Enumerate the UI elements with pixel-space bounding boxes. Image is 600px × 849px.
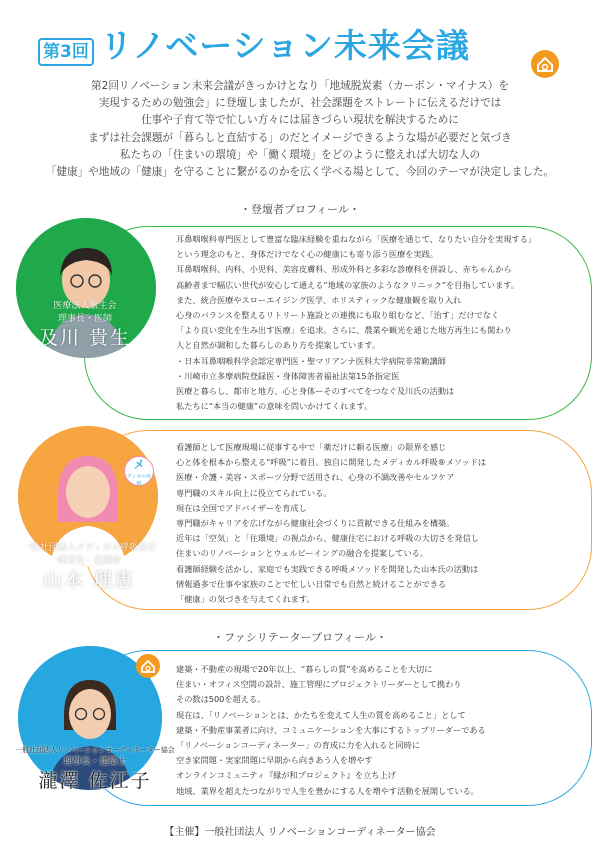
organizer-footer: 【主催】一般社団法人 リノベーションコーディネーター協会 (164, 827, 436, 838)
speaker-name-block-oikawa (20, 300, 150, 350)
bio-line: 「より良い変化を生み出す医療」を追求。さらに、農業や観光を通じた地方再生にも関わり (176, 325, 512, 336)
bio-line: 現在は、「リノベーションとは、かたちを変えて人生の質を高めること」として (176, 709, 466, 720)
intro-line: 「健康」や地域の「健康」を守ることに繋がるのかを広く学べる場として、今回のテーマが決定しました。 (45, 166, 555, 179)
intro-line: 私たちの「住まいの環境」や「働く環境」をどのように整えれば大切な人の (119, 148, 481, 161)
intro-paragraph (10, 78, 590, 181)
facilitator-org: 一般社団法人リノベーションコーディネーター協会 (15, 746, 175, 754)
house-logo-small-icon (136, 654, 160, 678)
intro-line: 実現するための勉強会」に登壇しましたが、社会課題をストレートに伝えるだけでは (98, 97, 502, 110)
speaker-org: 医療法人紫生会 (53, 301, 117, 311)
bio-line: 住まい・オフィス空間の設計、施工管理にプロジェクトリーダーとして携わり (176, 679, 462, 690)
bio-line: という理念のもと、身体だけでなく心の健康にも寄り添う医療を実践。 (176, 249, 439, 260)
intro-line: まずは社会課題が「暮らしと直結する」のだとイメージできるような場が必要だと気づき (88, 131, 512, 144)
bio-line: 情報過多で仕事や家族のことで忙しい日常でも自然と続けることができる (176, 578, 447, 589)
bio-line: 医療・介護・美容・スポーツ分野で活用され、心身の不調改善やセルフケア (176, 472, 455, 483)
bio-line: 心身のバランスを整えるリトリート施設との連携にも取り組むなど、「治す」だけでなく (176, 310, 500, 321)
speaker-org: 一般社団法人メディカル呼吸協会 (21, 543, 157, 553)
bio-line: 心と体を根本から整える“呼吸”に着目。独自に開発したメディカル呼吸®メソッドは (176, 457, 487, 468)
facilitator-bio-takizawa (176, 662, 486, 799)
bio-line: オンラインコミュニティ『縁が和プロジェクト』を立ち上げ (176, 770, 396, 781)
bio-line: 空き家問題・実家問題に早期から向きあう人を増やす (176, 755, 373, 766)
facilitator-section-title: ・ファシリテータープロフィール・ (213, 631, 387, 644)
bio-line: ・川崎市立多摩病院登録医・身体障害者福祉法第15条指定医 (176, 370, 400, 381)
badge-mark: メ (133, 458, 145, 471)
facilitator-title: 理事長・建築士 (63, 757, 127, 767)
bio-line: 専門職のスキル向上に役立てられている。 (176, 487, 332, 498)
title-row (38, 26, 470, 66)
bio-line: また、統合医療やスローエイジング医学、ホリスティックな健康観を取り入れ (176, 294, 462, 305)
bio-line: 耳鼻咽喉科、内科、小児科、美容皮膚科、形成外科と多彩な診療科を併設し、赤ちゃんから (176, 264, 512, 275)
header (0, 20, 600, 70)
page-title: リノベーション未来会議 (99, 26, 470, 65)
bio-line: 人と自然が調和した暮らしのあり方を提案しています。 (176, 340, 381, 351)
bio-line: ・日本耳鼻咽喉科学会認定専門医・聖マリアンナ医科大学病院非常勤講師 (176, 355, 446, 366)
bio-line: 建築・不動産の現場で20年以上、“暮らしの質”を高めることを大切に (176, 664, 433, 674)
bio-line: 専門職がキャリアを広げながら健康社会づくりに貢献できる仕組みを構築。 (176, 518, 455, 529)
title-prefix: 第3回 (38, 38, 94, 66)
bio-line: 「リノベーションコーディネーター」の育成に力を入れると同時に (176, 740, 420, 751)
bio-line: 医療と暮らし、都市と地方、心と身体ーそのすべてをつなぐ及川氏の活動は (176, 386, 455, 397)
medical-breath-badge (124, 456, 154, 486)
bio-line: 地域、業界を超えたつながりで人生を豊かにする人を増やす活動を展開している。 (176, 785, 479, 796)
bio-line: 看護師として医療現場に従事する中で「薬だけに頼る医療」の限界を感じ (176, 442, 447, 452)
bio-line: 住まいのリノベーションとウェルビーイングの融合を提案している。 (176, 548, 429, 559)
speaker-name-block-yamamoto (14, 542, 164, 592)
speaker-name: 山本 理恵 (42, 569, 136, 591)
speaker-title: 理事長・医師 (57, 314, 112, 324)
facilitator-name-block (10, 745, 180, 793)
bio-line: 耳鼻咽喉科専門医として豊富な臨床経験を重ねながら「医療を通じて、なりたい自分を実現する」 (176, 234, 537, 244)
house-logo-icon (531, 50, 559, 78)
bio-line: 近年は「空気」と「住環境」の視点から、健康住宅における呼吸の大切さを発信し (176, 533, 479, 544)
speakers-section-title: ・登壇者プロフィール・ (240, 203, 360, 216)
bio-line: その数は500を超える。 (176, 694, 266, 705)
speaker-name: 及川 貴生 (38, 327, 132, 349)
bio-line: 高齢者まで幅広い世代が安心して通える“地域の家族のようなクリニック”を目指しています。 (176, 279, 520, 290)
bio-line: 「健康」の気づきを与えてくれます。 (176, 594, 315, 605)
bio-line: 看護師経験を活かし、家庭でも実践できる呼吸メソッドを開発した山本氏の活動は (176, 563, 479, 574)
facilitator-name: 瀧澤 佐江子 (38, 770, 152, 792)
intro-line: 仕事や子育て等で忙しい方々には届きづらい現状を解決するために (141, 114, 459, 127)
bio-line: 現在は全国でアドバイザーを育成し (176, 502, 307, 513)
speaker-bio-yamamoto (176, 440, 486, 607)
bio-line: 私たちに“本当の健康”の意味を問いかけてくれます。 (176, 401, 373, 412)
intro-line: 第2回リノベーション未来会議がきっかけとなり「地域脱炭素（カーボン・マイナス）を (91, 80, 509, 92)
bio-line: 建築・不動産事業者に向け、コミュニケーションを大事にするトップリーダーである (176, 724, 486, 735)
badge-sub: ディカル呼吸 (126, 474, 152, 487)
speaker-bio-oikawa (176, 232, 536, 414)
speaker-title: 理事長・看護師 (57, 556, 121, 566)
